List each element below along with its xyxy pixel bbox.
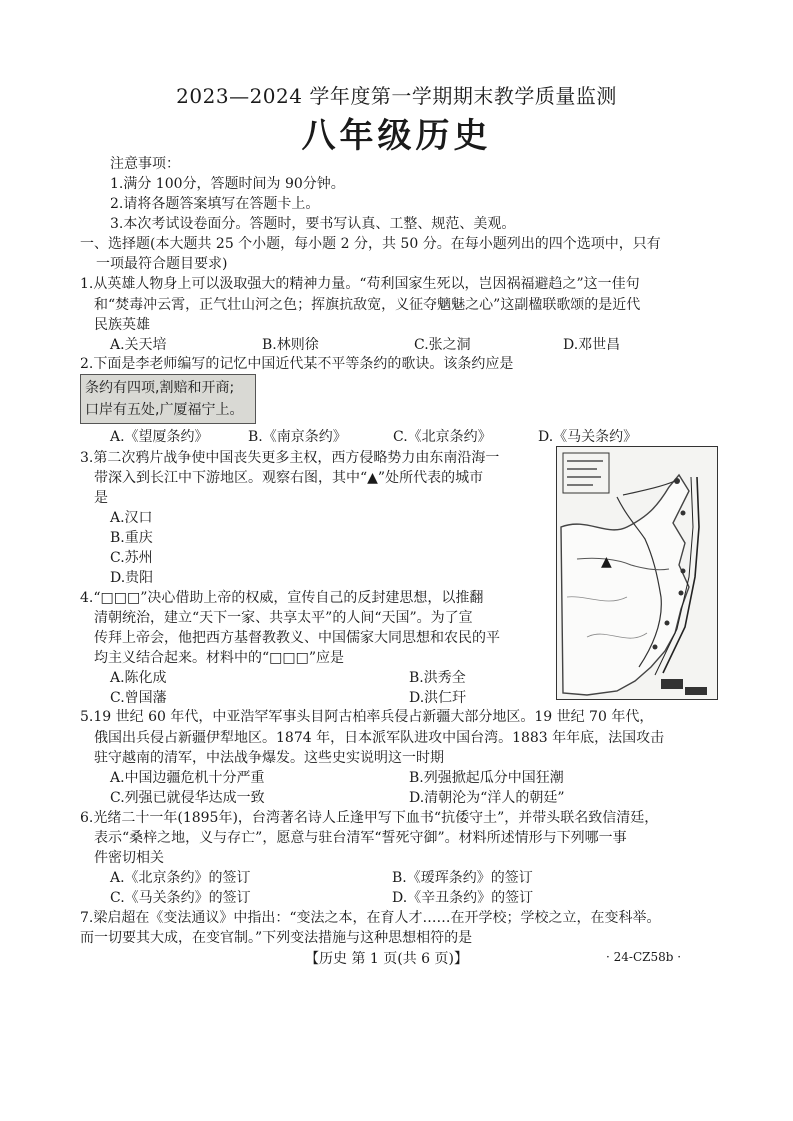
q6-option-d: D.《辛丑条约》的签订 (392, 890, 534, 906)
question-3-text: 是 (94, 490, 108, 506)
q5-option-a: A.中国边疆危机十分严重 (110, 770, 265, 786)
question-5-text: 驻守越南的清军，中法战争爆发。这些史实说明这一时期 (94, 750, 444, 766)
question-4-text: 清朝统治，建立“天下一家、共享太平”的人间“天国”。为了宣 (94, 610, 473, 626)
q2-option-d: D.《马关条约》 (538, 429, 638, 445)
q2-option-b: B.《南京条约》 (248, 429, 347, 445)
q1-option-a: A.关天培 (110, 337, 167, 353)
question-3-text: 3.第二次鸦片战争使中国丧失更多主权，西方侵略势力由东南沿海一 (80, 450, 500, 466)
question-6-text: 件密切相关 (94, 850, 164, 866)
question-4-text: 传拜上帝会，他把西方基督教教义、中国儒家大同思想和农民的平 (94, 630, 500, 646)
question-4-text: 均主义结合起来。材料中的“□□□”应是 (94, 650, 344, 666)
q5-option-d: D.清朝沦为“洋人的朝廷” (409, 790, 565, 806)
mnemonic-poem-image (80, 374, 256, 424)
notes-title: 注意事项： (110, 156, 180, 172)
exam-code: · 24-CZ58b · (606, 950, 682, 964)
q3-option-b: B.重庆 (110, 530, 153, 546)
city-marker-icon: ▲ (601, 554, 612, 570)
map-drawing (557, 447, 717, 699)
q5-option-b: B.列强掀起瓜分中国狂潮 (409, 770, 564, 786)
note-item: 2.请将各题答案填写在答题卡上。 (110, 196, 320, 212)
question-5-text: 5.19 世纪 60 年代，中亚浩罕军事头目阿古柏率兵侵占新疆大部分地区。19 世纪 70 年代， (80, 709, 654, 725)
section-heading: 一、选择题(本大题共 25 个小题，每小题 2 分，共 50 分。在每小题列出的四个选项中，只有 (80, 236, 661, 252)
exam-title: 八年级历史 (301, 116, 492, 156)
q3-option-d: D.贵阳 (110, 570, 154, 586)
question-6-text: 表示“桑梓之地，义与存亡”，愿意与驻台清军“誓死守御”。材料所述情形与下列哪一事 (94, 830, 627, 846)
q1-option-d: D.邓世昌 (563, 337, 621, 353)
question-1-text: 民族英雄 (94, 317, 150, 333)
q5-option-c: C.列强已就侵华达成一致 (110, 790, 265, 806)
q6-option-b: B.《瑷珲条约》的签订 (392, 870, 533, 886)
page-footer: 【历史 第 1 页(共 6 页)】 (305, 951, 468, 967)
question-7-text: 7.梁启超在《变法通议》中指出：“变法之本，在育人才……在开学校；学校之立，在变科举。 (80, 910, 661, 926)
q1-option-c: C.张之洞 (414, 337, 471, 353)
question-1-text: 1.从英雄人物身上可以汲取强大的精神力量。“苟利国家生死以，岂因祸福避趋之”这一佳句 (80, 276, 640, 292)
question-3-text: 带深入到长江中下游地区。观察右图，其中“▲”处所代表的城市 (94, 470, 484, 486)
question-2-text: 2.下面是李老师编写的记忆中国近代某不平等条约的歌诀。该条约应是 (80, 356, 514, 372)
q1-option-b: B.林则徐 (262, 337, 319, 353)
poem-line: 条约有四项,割赔和开商; (85, 380, 235, 396)
q3-option-c: C.苏州 (110, 550, 153, 566)
q2-option-c: C.《北京条约》 (393, 429, 492, 445)
q6-option-a: A.《北京条约》的签订 (110, 870, 251, 886)
q4-option-d: D.洪仁玕 (409, 690, 467, 706)
q6-option-c: C.《马关条约》的签订 (110, 890, 251, 906)
q4-option-c: C.曾国藩 (110, 690, 167, 706)
poem-line: 口岸有五处,广厦福宁上。 (85, 402, 244, 418)
question-4-text: 4.“□□□”决心借助上帝的权威，宣传自己的反封建思想，以推翻 (80, 590, 484, 606)
q2-option-a: A.《望厦条约》 (110, 429, 209, 445)
question-1-text: 和“焚毒冲云霄，正气壮山河之色；挥旗抗敌宽，义征夺魑魅之心”这副楹联歌颂的是近代 (94, 297, 641, 313)
q4-option-b: B.洪秀全 (409, 670, 466, 686)
invasion-route-map (556, 446, 718, 700)
exam-header: 2023—2024 学年度第一学期期末教学质量监测 (176, 84, 617, 108)
question-7-text: 而一切要其大成，在变官制。”下列变法措施与这种思想相符的是 (80, 930, 473, 946)
section-heading-cont: 一项最符合题目要求) (96, 256, 228, 272)
q4-option-a: A.陈化成 (110, 670, 167, 686)
note-item: 3.本次考试设卷面分。答题时，要书写认真、工整、规范、美观。 (110, 216, 516, 232)
question-5-text: 俄国出兵侵占新疆伊犁地区。1874 年，日本派军队进攻中国台湾。1883 年年底，法国攻击 (94, 730, 665, 746)
q3-option-a: A.汉口 (110, 510, 153, 526)
question-6-text: 6.光绪二十一年(1895年)，台湾著名诗人丘逢甲写下血书“抗倭守土”，并带头联名致信清廷， (80, 810, 659, 826)
note-item: 1.满分 100分，答题时间为 90分钟。 (110, 176, 345, 192)
